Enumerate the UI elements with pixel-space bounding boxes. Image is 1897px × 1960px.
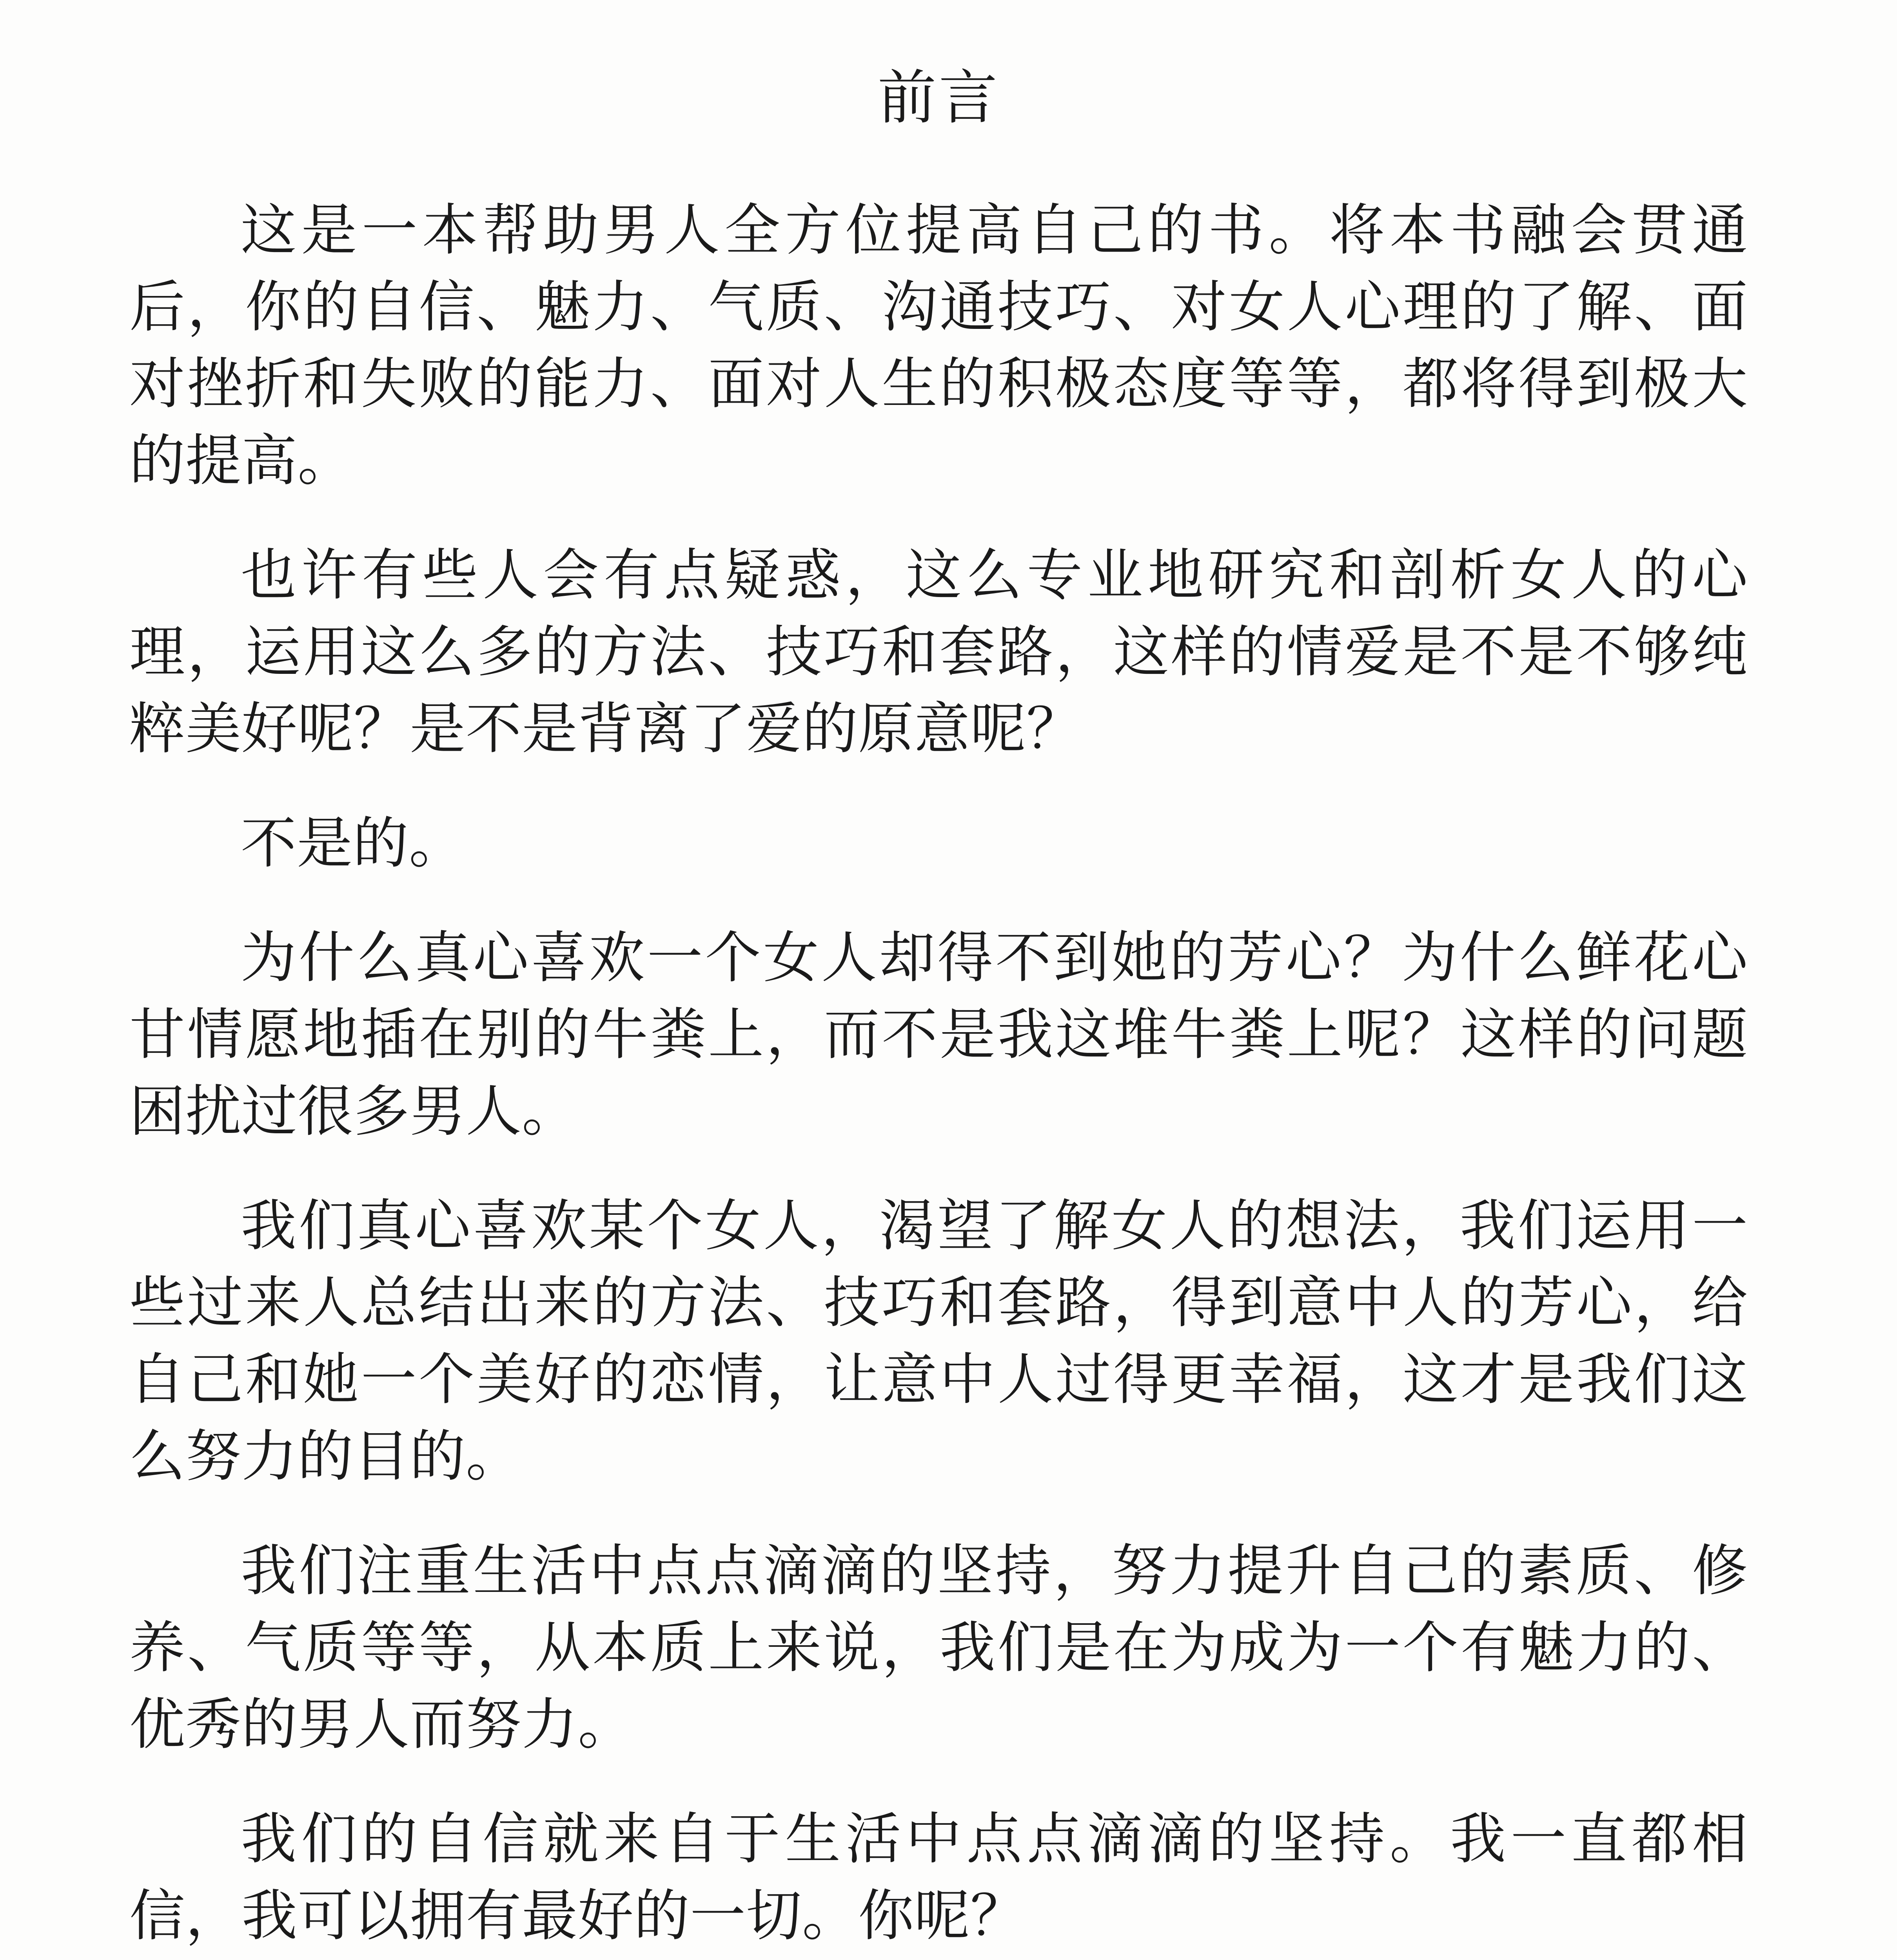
paragraph-3: 不是的。 [241,811,465,876]
paragraph-2: 也许有些人会有点疑惑，这么专业地研究和剖析女人的心理，运用这么多的方法、技巧和套路，这样的情爱是不是不够纯粹美好呢？是不是背离了爱的原意呢？ [129,543,1748,761]
paragraph-7: 我们的自信就来自于生活中点点滴滴的坚持。我一直都相信，我可以拥有最好的一切。你呢？ [129,1807,1748,1948]
paragraph-6: 我们注重生活中点点滴滴的坚持，努力提升自己的素质、修养、气质等等，从本质上来说，我们是在为成为一个有魅力的、优秀的男人而努力。 [129,1539,1748,1757]
paragraph-1: 这是一本帮助男人全方位提高自己的书。将本书融会贯通后，你的自信、魅力、气质、沟通技巧、对女人心理的了解、面对挫折和失败的能力、面对人生的积极态度等等，都将得到极大的提高。 [129,198,1748,493]
page-title: 前言 [877,64,1000,132]
paragraph-5: 我们真心喜欢某个女人，渴望了解女人的想法，我们运用一些过来人总结出来的方法、技巧和套路，得到意中人的芳心，给自己和她一个美好的恋情，让意中人过得更幸福，这才是我们这么努力的目的。 [129,1194,1748,1489]
paragraph-4: 为什么真心喜欢一个女人却得不到她的芳心？为什么鲜花心甘情愿地插在别的牛粪上，而不是我这堆牛粪上呢？这样的问题困扰过很多男人。 [129,926,1748,1144]
